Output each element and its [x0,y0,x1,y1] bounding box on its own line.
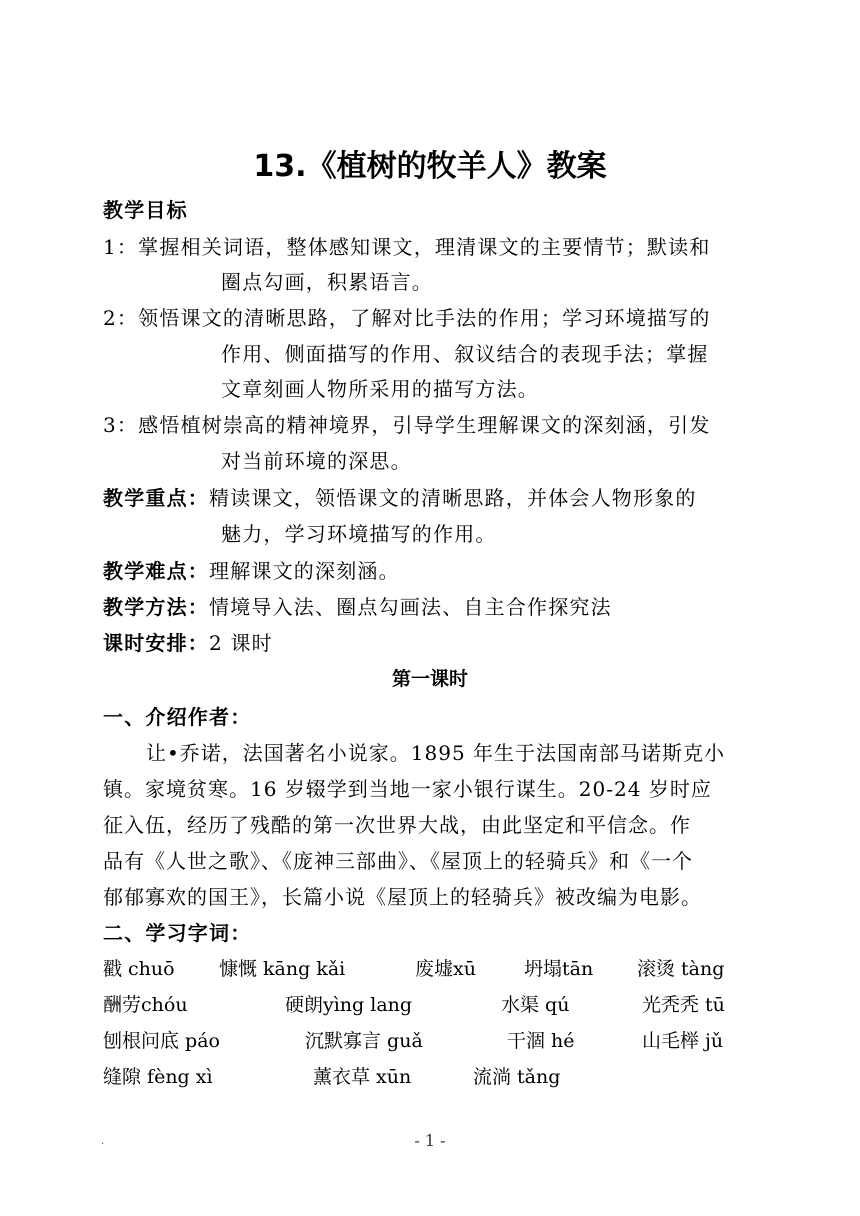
method-line [103,592,758,622]
key-points-line-2: 魅力，学习环境描写的作用。 [221,522,497,546]
page-number: - 1 - [414,1131,446,1150]
vocab-item: 光秃秃 tū [642,994,725,1016]
vocab-item: 流淌 tǎng [473,1066,561,1088]
goals-heading: 教学目标 [103,198,188,222]
author-para-line-4: 品有《人世之歌》、《庞神三部曲》、《屋顶上的轻骑兵》和《一个 [103,849,693,873]
key-points-label: 教学重点： [103,486,209,510]
schedule-line [103,628,758,658]
author-para-line-1: 让•乔诺，法国著名小说家。1895 年生于法国南部马诺斯克小 [146,741,726,765]
vocab-item: 坍塌tān [524,958,594,980]
document-title: 13.《植树的牧羊人》教案 [253,149,607,184]
section-title: 第一课时 [391,668,468,690]
part1-heading: 一、介绍作者： [103,705,252,729]
vocab-item: 薰衣草 xūn [313,1066,412,1088]
footer-dot: . [101,1136,105,1147]
vocab-item: 水渠 qú [501,994,570,1016]
difficulty-label: 教学难点： [103,559,209,583]
vocab-item: 硬朗yìng lang [285,994,413,1016]
vocab-item: 干涸 hé [507,1030,575,1052]
goal-1-line-2: 圈点勾画，积累语言。 [221,270,433,294]
key-points-text: 精读课文，领悟课文的清晰思路，并体会人物形象的 [209,486,697,510]
schedule-text: 2 课时 [209,631,273,655]
author-para-line-2: 镇。家境贫寒。16 岁辍学到当地一家小银行谋生。20-24 岁时应 [103,777,712,801]
goal-2-line-3: 文章刻画人物所采用的描写方法。 [221,377,539,401]
author-para-line-3: 征入伍，经历了残酷的第一次世界大战，由此坚定和平信念。作 [103,813,691,837]
author-para-line-5: 郁郁寡欢的国王》，长篇小说《屋顶上的轻骑兵》被改编为电影。 [103,885,702,909]
key-points-line-1 [103,483,758,513]
difficulty-line [103,556,758,586]
goal-3-line-2: 对当前环境的深思。 [221,449,412,473]
goal-1-line-1: 1：掌握相关词语，整体感知课文，理清课文的主要情节；默读和 [103,235,711,259]
vocab-item: 废墟xū [415,958,476,980]
vocab-item: 酬劳chóu [103,994,188,1016]
method-label: 教学方法： [103,595,209,619]
method-text: 情境导入法、圈点勾画法、自主合作探究法 [209,595,612,619]
schedule-label: 课时安排： [103,631,209,655]
vocab-item: 滚烫 tàng [637,958,725,980]
vocab-item: 山毛榉 jǔ [642,1030,724,1052]
vocab-item: 缝隙 fèng xì [103,1066,213,1088]
goal-2-line-2: 作用、侧面描写的作用、叙议结合的表现手法；掌握 [221,342,709,366]
goal-2-line-1: 2：领悟课文的清晰思路，了解对比手法的作用；学习环境描写的 [103,306,711,330]
vocab-item: 慷慨 kāng kǎi [219,958,346,980]
vocab-item: 戳 chuō [103,958,175,980]
goal-3-line-1: 3：感悟植树崇高的精神境界，引导学生理解课文的深刻涵，引发 [103,413,711,437]
part2-heading: 二、学习字词： [103,921,252,945]
difficulty-text: 理解课文的深刻涵。 [209,559,400,583]
vocab-item: 沉默寡言 guǎ [305,1030,423,1052]
vocab-item: 刨根问底 páo [103,1030,220,1052]
